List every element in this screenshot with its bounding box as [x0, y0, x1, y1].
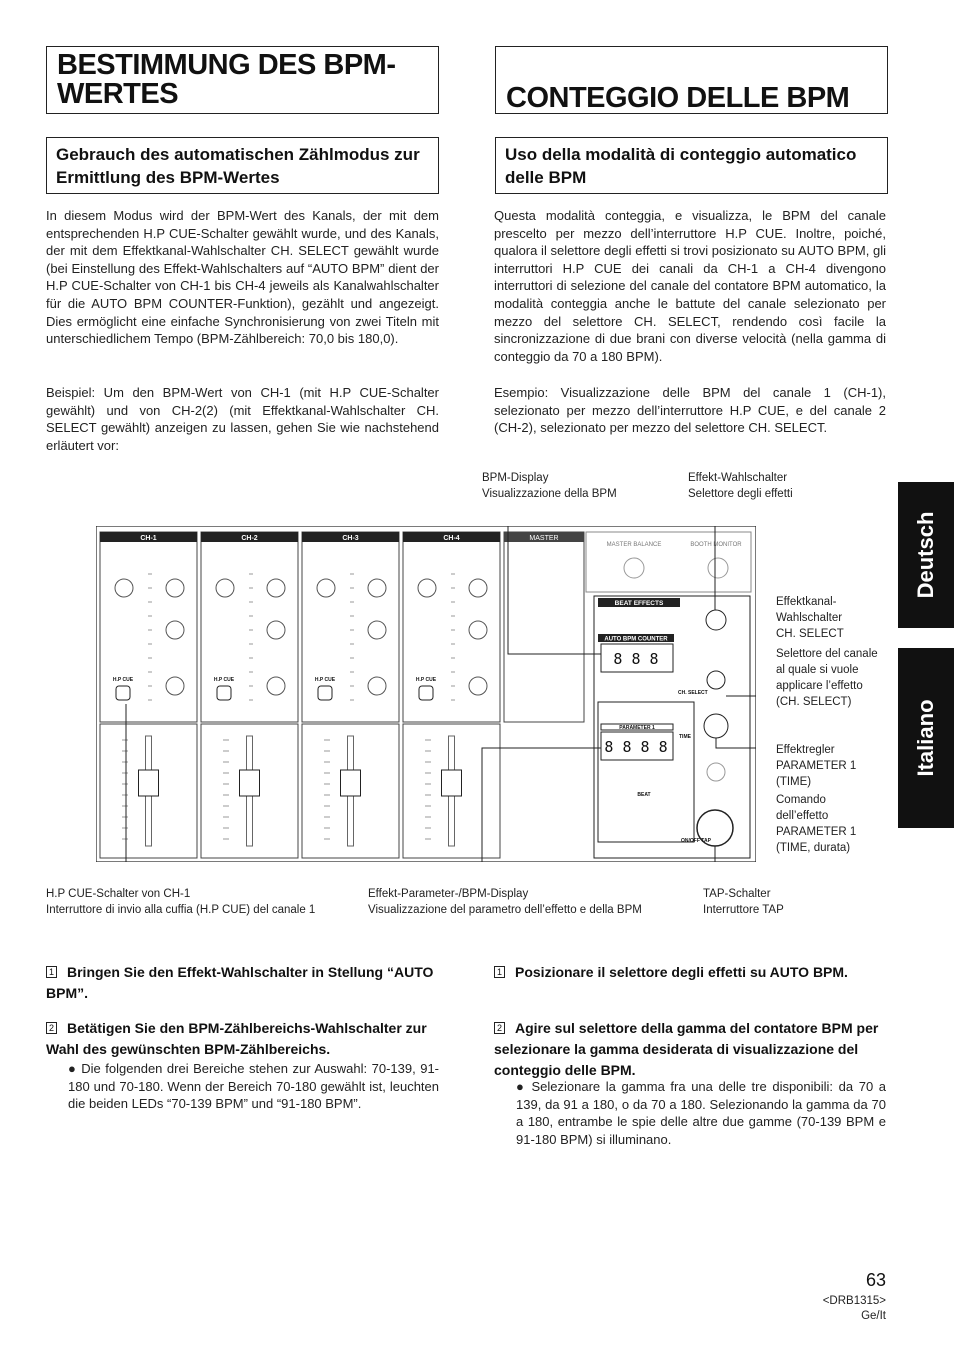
de-subtitle-box — [46, 137, 439, 194]
eq-knob — [166, 677, 184, 695]
de-paragraph-1: In diesem Modus wird der BPM-Wert des Kanals, der mit dem entsprechenden H.P CUE-Schalter gewählt wurde, und des Kanals, der mit dem Effektkanal-Wahlschalter CH. SELECT gewählt wurde (bei Einstellung des Effekt-Wahlschalters auf “AUTO BPM” dient der H.P CUE-Schalter von CH-1 bis CH-4 jeweils als Kanalwahlschalter für die AUTO BPM COUNTER-Funktion), gezählt und angezeigt. Dies ermöglicht eine einfache Synchronisierung von zwei Titeln mit unterschiedlichem Tempo (BPM-Zählbereich: 70,0 bis 180,0). — [46, 208, 439, 347]
eq-knob — [368, 579, 386, 597]
callout-ch-select: Effektkanal- Wahlschalter CH. SELECT Selettore del canale al quale si vuole applicare l’effetto (CH. SELECT) — [776, 596, 878, 708]
fader-knob — [240, 770, 260, 796]
fader-knob — [139, 770, 159, 796]
it-step-1: 1 Posizionare il selettore degli effetti su AUTO BPM. — [494, 962, 886, 983]
eq-knob — [469, 621, 487, 639]
auto-bpm-counter-label: AUTO BPM COUNTER — [604, 636, 668, 643]
de-title-box — [46, 46, 439, 114]
hp-cue-button — [116, 686, 130, 700]
eq-knob — [267, 677, 285, 695]
channel-label: CH-1 — [140, 535, 157, 542]
mixer-panel-diagram — [96, 526, 756, 862]
de-title: BESTIMMUNG DES BPM- WERTES — [57, 49, 396, 110]
eq-knob — [418, 579, 436, 597]
effect-selector-knob — [706, 610, 726, 630]
booth-monitor-label: BOOTH MONITOR — [690, 542, 742, 548]
eq-knob — [115, 579, 133, 597]
hp-cue-button — [419, 686, 433, 700]
master-balance-label: MASTER BALANCE — [606, 542, 662, 548]
eq-knob — [317, 579, 335, 597]
parameter-display-digits: 8 8 8 8 — [604, 738, 668, 756]
eq-knob — [368, 621, 386, 639]
parameter1-label: PARAMETER 1 — [619, 725, 655, 731]
it-step-2: 2 Agire sul selettore della gamma del contatore BPM per selezionare la gamma desiderata di visualizzazione del conteggio delle BPM. — [494, 1020, 879, 1078]
eq-knob — [469, 677, 487, 695]
eq-knob — [216, 579, 234, 597]
ch-select-label: CH. SELECT — [678, 690, 708, 696]
callout-tap: TAP-Schalter Interruttore TAP — [703, 888, 784, 916]
it-subtitle-box — [495, 137, 888, 194]
it-paragraph-1: Questa modalità conteggia, e visualizza, le BPM del canale prescelto per mezzo dell’interruttore H.P CUE. Inoltre, poiché, qualora il selettore degli effetti si trovi posizionato su AUTO BPM, gli interruttori H.P CUE dei canali da CH-1 a CH-4 divengono interruttori di selezione del canale del contatore BPM automatico, la modalità conteggia anche le battute del canale selezionato per mezzo del selettore CH. SELECT, rendendo così facile la sincronizzazione di due brani con diverse velocità (nella gamma di conteggio da 70 a 180 BPM). — [494, 208, 886, 364]
hp-cue-button — [318, 686, 332, 700]
it-paragraph-2: Esempio: Visualizzazione delle BPM del canale 1 (CH-1), selezionato per mezzo dell’interruttore H.P CUE, e del canale 2 (CH-2), selezionato per mezzo del selettore CH. SELECT. — [494, 385, 886, 436]
hp-cue-label: H.P CUE — [213, 677, 235, 683]
hp-cue-label: H.P CUE — [415, 677, 437, 683]
beat-label: BEAT — [637, 792, 651, 798]
eq-knob — [469, 579, 487, 597]
it-bullet: ● Selezionare la gamma fra una delle tre disponibili: da 70 a 139, da 91 a 180, o da 70 a 180. Selezionando la gamma da 70 a 180, entrambe le spie delle altre due gamme (70-139 BPM e 91-180 BPM) si illuminano. — [516, 1079, 887, 1147]
hp-cue-label: H.P CUE — [112, 677, 134, 683]
eq-knob — [267, 579, 285, 597]
channel-label: CH-4 — [443, 535, 460, 542]
it-subtitle: Uso della modalità di conteggio automatico delle BPM — [505, 145, 857, 187]
fader-knob — [341, 770, 361, 796]
it-title-box — [495, 46, 888, 114]
tab-italiano: Italiano — [898, 648, 954, 828]
hp-cue-label: H.P CUE — [314, 677, 336, 683]
callout-time: Effektregler PARAMETER 1 (TIME) Comando dell’effetto PARAMETER 1 (TIME, durata) — [776, 744, 857, 854]
channel-label: CH-3 — [342, 535, 359, 542]
beat-effects-label: BEAT EFFECTS — [614, 600, 664, 607]
channel-label: CH-2 — [241, 535, 258, 542]
callout-param-display: Effekt-Parameter-/BPM-Display Visualizzazione del parametro dell’effetto e della BPM — [368, 888, 642, 916]
fader-knob — [442, 770, 462, 796]
callout-bpm-display: BPM-Display Visualizzazione della BPM — [482, 472, 617, 500]
de-paragraph-2: Beispiel: Um den BPM-Wert von CH-1 (mit H.P CUE-Schalter gewählt) und von CH-2(2) (mit Effektkanal-Wahlschalter CH. SELECT gewählt) anzeigen zu lassen, gehen Sie wie nachstehend erläutert vor: — [46, 385, 439, 453]
bpm-display-digits: 8 8 8 — [613, 650, 659, 668]
time-label: TIME — [679, 734, 691, 740]
eq-knob — [267, 621, 285, 639]
de-subtitle: Gebrauch des automatischen Zählmodus zur Ermittlung des BPM-Wertes — [56, 145, 420, 187]
eq-knob — [166, 621, 184, 639]
eq-knob — [166, 579, 184, 597]
time-knob — [704, 714, 728, 738]
hp-cue-button — [217, 686, 231, 700]
master-label: MASTER — [529, 535, 559, 542]
on-off-tap-label: ON/OFF TAP — [681, 838, 711, 844]
level-depth-knob — [707, 763, 725, 781]
eq-knob — [368, 677, 386, 695]
page-number: 63 — [865, 1270, 886, 1290]
tab-deutsch: Deutsch — [898, 482, 954, 628]
master-balance-knob — [624, 558, 644, 578]
booth-monitor-knob — [708, 558, 728, 578]
callout-effect-selector: Effekt-Wahlschalter Selettore degli effetti — [688, 472, 793, 500]
de-step-2: 2 Betätigen Sie den BPM-Zählbereichs-Wahlschalter zur Wahl des gewünschten BPM-Zählbereichs. — [46, 1020, 427, 1057]
de-bullet: ● Die folgenden drei Bereiche stehen zur Auswahl: 70-139, 91-180 und 70-180. Wenn der Bereich 70-180 gewählt ist, leuchten die beiden LEDs “70-139 BPM” und “91-180 BPM”. — [68, 1061, 440, 1112]
it-title: CONTEGGIO DELLE BPM — [506, 82, 850, 114]
de-step-1: 1 Bringen Sie den Effekt-Wahlschalter in Stellung “AUTO BPM”. — [46, 964, 434, 1001]
ch-select-knob — [707, 671, 725, 689]
doc-code: <DRB1315> Ge/It — [822, 1295, 886, 1322]
callout-hp-cue: H.P CUE-Schalter von CH-1 Interruttore di invio alla cuffia (H.P CUE) del canale 1 — [46, 888, 316, 916]
